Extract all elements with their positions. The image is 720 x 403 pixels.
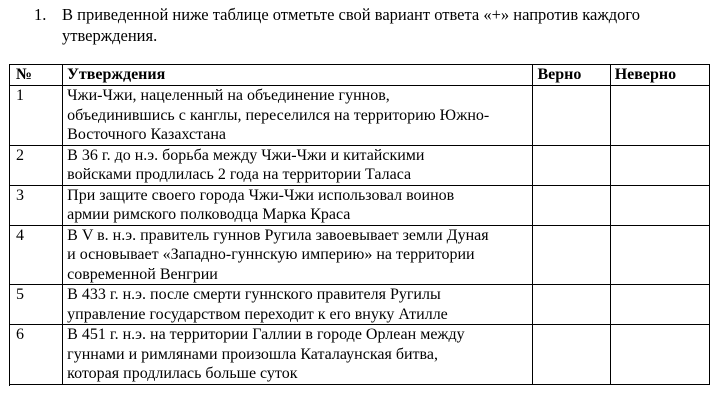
statement-line: армии римского полководца Марка Краса (67, 206, 351, 223)
statement-line: гуннами и римлянами произошла Каталаунская битва, (67, 345, 438, 363)
answer-true-cell[interactable] (533, 325, 610, 385)
statement-line: В 36 г. до н.э. борьба между Чжи-Чжи и китайскими (67, 146, 425, 164)
row-number: 5 (10, 285, 63, 325)
statement-line: управление государством переходит к его внуку Атилле (67, 305, 448, 323)
row-statement (63, 285, 533, 325)
answer-false-cell[interactable] (610, 185, 709, 225)
answer-true-cell[interactable] (533, 225, 610, 285)
table-header-row (10, 65, 710, 86)
statement-line: Восточного Казахстана (67, 126, 227, 143)
answer-false-cell[interactable] (610, 86, 709, 146)
row-statement (63, 145, 533, 185)
task-number: 1. (34, 5, 47, 24)
table-row (10, 185, 710, 225)
table-row (10, 285, 710, 325)
task-text-line-2: утверждения. (62, 26, 158, 45)
header-true: Верно (533, 65, 610, 86)
table-row (10, 325, 710, 385)
answer-true-cell[interactable] (533, 185, 610, 225)
answer-false-cell[interactable] (610, 145, 709, 185)
header-statements: Утверждения (63, 65, 533, 86)
statement-line: и основывает «Западно-гуннскую империю» на территории (67, 246, 475, 263)
row-number: 1 (10, 86, 63, 146)
statement-line: В 451 г. н.э. на территории Галлии в городе Орлеан между (67, 326, 465, 343)
statement-line: В V в. н.э. правитель гуннов Ругила завоевывает земли Дуная (67, 226, 489, 244)
statements-table (9, 64, 710, 385)
statement-line: В 433 г. н.э. после смерти гуннского правителя Ругилы (67, 286, 441, 303)
task-line-1 (34, 4, 710, 25)
row-number: 4 (10, 225, 63, 285)
answer-false-cell[interactable] (610, 225, 709, 285)
answer-false-cell[interactable] (610, 285, 709, 325)
table-row (10, 225, 710, 285)
task-text-line-1: В приведенной ниже таблице отметьте свой вариант ответа «+» напротив каждого (62, 5, 641, 24)
row-statement (63, 86, 533, 146)
table-row (10, 86, 710, 146)
answer-true-cell[interactable] (533, 285, 610, 325)
statement-line: объединившись с канглы, переселился на территорию Южно- (67, 106, 490, 124)
header-number: № (10, 65, 63, 86)
task-instruction (34, 4, 710, 46)
answer-true-cell[interactable] (533, 145, 610, 185)
statement-line: войсками продлилась 2 года на территории Таласа (67, 166, 412, 183)
table-row (10, 145, 710, 185)
row-statement (63, 185, 533, 225)
header-false: Неверно (610, 65, 709, 86)
answer-true-cell[interactable] (533, 86, 610, 146)
statement-line: При защите своего города Чжи-Чжи использовал воинов (67, 186, 455, 204)
statement-line: которая продлилась больше суток (67, 365, 298, 382)
statement-line: современной Венгрии (67, 265, 218, 283)
statement-line: Чжи-Чжи, нацеленный на объединение гуннов, (67, 87, 390, 104)
row-number: 6 (10, 325, 63, 385)
row-statement (63, 225, 533, 285)
row-statement (63, 325, 533, 385)
answer-false-cell[interactable] (610, 325, 709, 385)
row-number: 3 (10, 185, 63, 225)
row-number: 2 (10, 145, 63, 185)
